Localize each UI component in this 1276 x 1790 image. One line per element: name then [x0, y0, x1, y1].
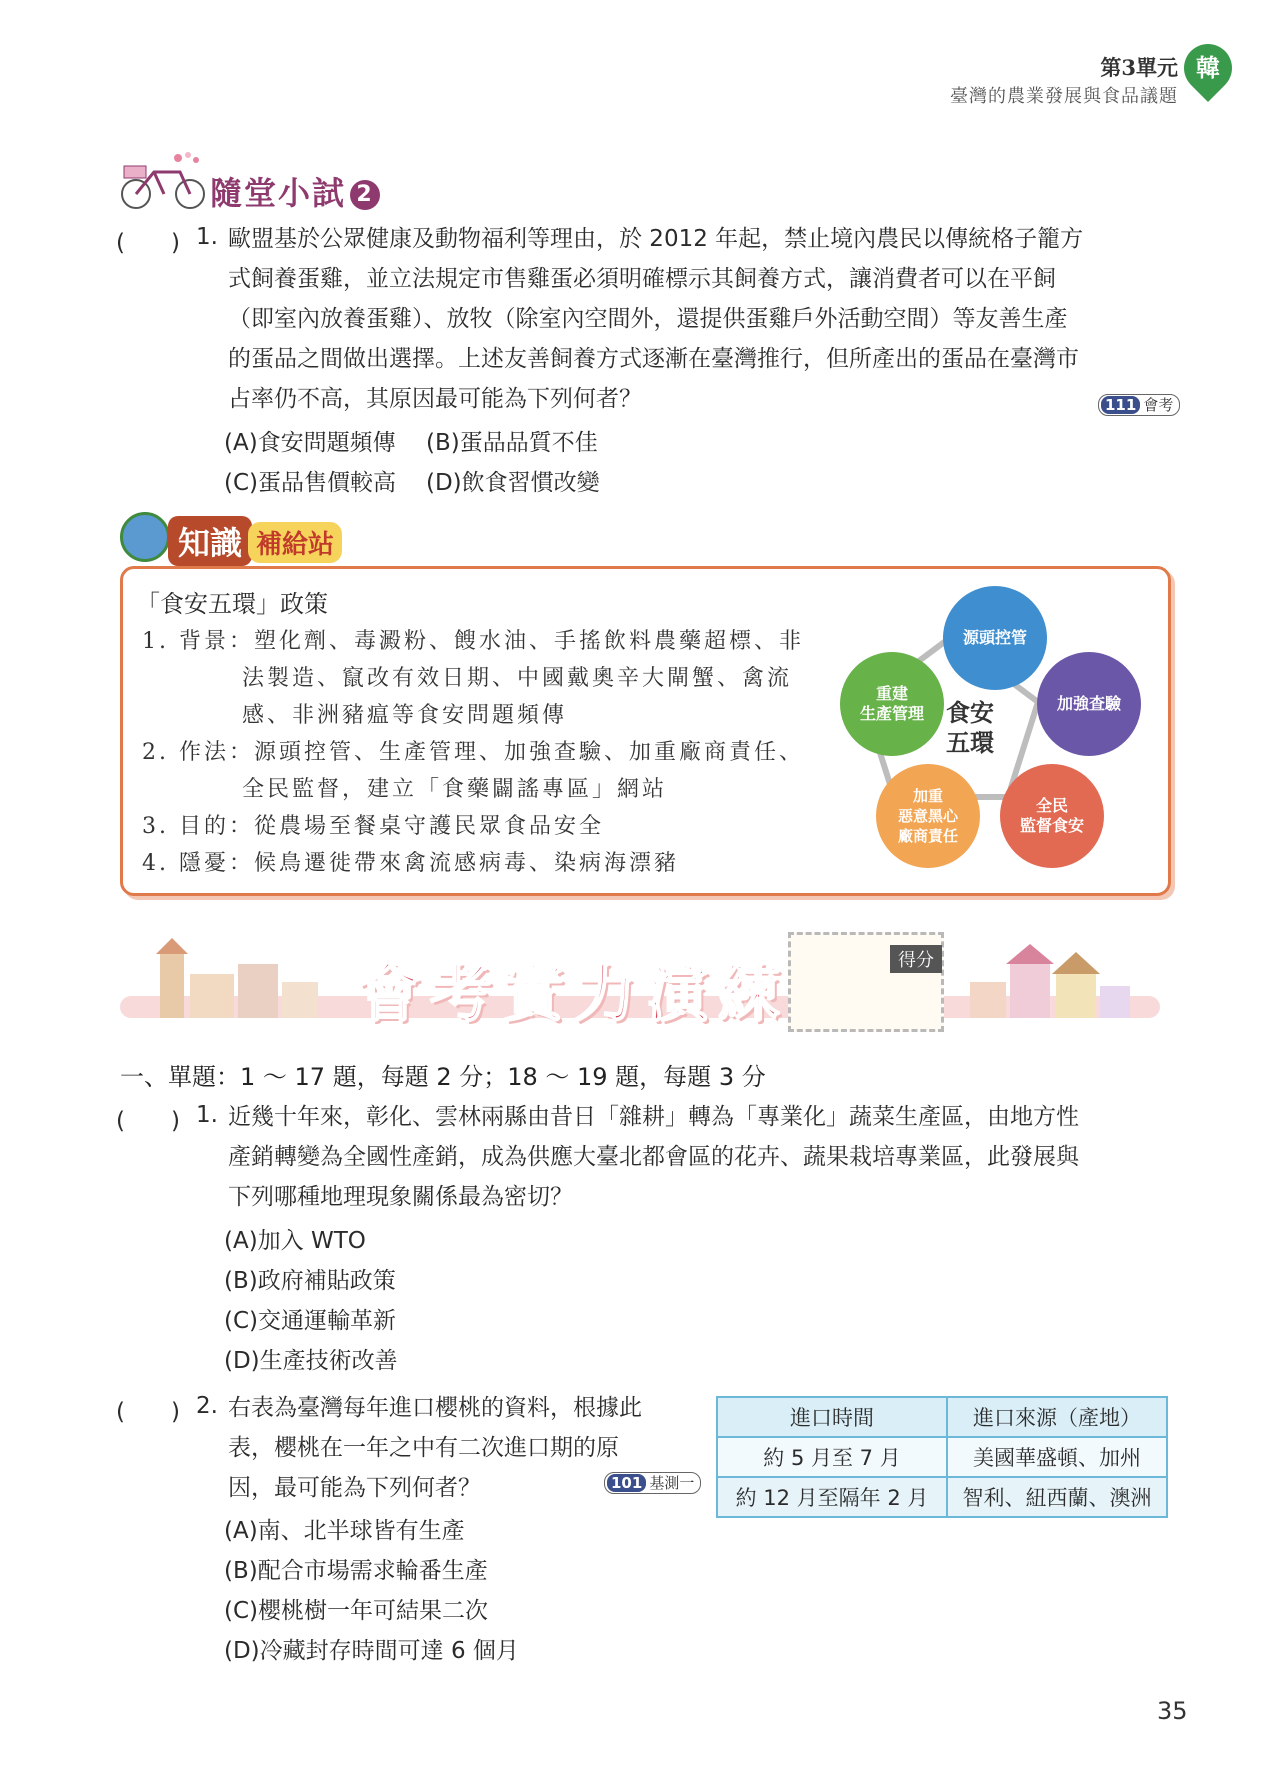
diagram-node-supervision: 全民 監督食安 — [1000, 764, 1104, 868]
page-number: 35 — [1157, 1697, 1188, 1725]
source-tag: 101 基測一 — [604, 1472, 701, 1493]
knowledge-line: 3. 目的：從農場至餐桌守護民眾食品安全 — [142, 814, 604, 839]
import-table — [716, 1396, 1168, 1518]
score-label: 得分 — [890, 945, 942, 973]
option-b: (B)配合市場需求輪番生產 — [224, 1558, 488, 1584]
table-header: 進口時間 — [717, 1397, 947, 1437]
option-a: (A)南、北半球皆有生產 — [224, 1518, 465, 1544]
option-a: (A)加入 WTO — [224, 1228, 366, 1254]
source-tag: 111 會考 — [1098, 394, 1180, 415]
quiz-number-badge: 2 — [350, 180, 380, 210]
diagram-node-inspection: 加強查驗 — [1037, 652, 1141, 756]
diagram-node-responsibility: 加重 惡意黑心 廠商責任 — [876, 764, 980, 868]
question-text: 右表為臺灣每年進口櫻桃的資料，根據此 表，櫻桃在一年之中有二次進口期的原 因，最可能為下列何者？ — [228, 1395, 642, 1501]
option-d: (D)冷藏封存時間可達 6 個月 — [224, 1638, 519, 1664]
question-text: 近幾十年來，彰化、雲林兩縣由昔日「雜耕」轉為「專業化」蔬菜生產區，由地方性 產銷轉變為全國性產銷，成為供應大臺北都會區的花卉、蔬果栽培專業區，此發展與 下列哪種地理現象關係最為密切？ — [228, 1104, 1079, 1210]
question-number: 1. — [196, 1102, 218, 1128]
knowledge-line: 全民監督，建立「食藥闢謠專區」網站 — [242, 777, 668, 802]
quiz-title: 隨堂小試 2 — [210, 168, 380, 214]
option-b: (B)蛋品品質不佳 — [426, 430, 598, 456]
table-row — [717, 1437, 1167, 1477]
knowledge-heading: 「食安五環」政策 — [136, 590, 328, 618]
knowledge-subtitle: 補給站 — [248, 522, 342, 563]
globe-icon — [120, 512, 170, 562]
knowledge-line: 2. 作法：源頭控管、生產管理、加強查驗、加重廠商責任、 — [142, 740, 804, 765]
diagram-node-production: 重建 生產管理 — [840, 652, 944, 756]
answer-paren: ( ) — [116, 1108, 180, 1134]
option-d: (D)生產技術改善 — [224, 1348, 398, 1374]
knowledge-line: 法製造、竄改有效日期、中國戴奧辛大閘蟹、禽流 — [242, 666, 793, 691]
unit-subtitle: 臺灣的農業發展與食品議題 — [950, 86, 1178, 107]
diagram-node-source: 源頭控管 — [943, 586, 1047, 690]
option-c: (C)櫻桃樹一年可結果二次 — [224, 1598, 489, 1624]
unit-title: 第3單元 — [1100, 55, 1178, 80]
quiz-question-text: 歐盟基於公眾健康及動物福利等理由，於 2012 年起，禁止境內農民以傳統格子籠方 式飼養蛋雞，並立法規定市售雞蛋必須明確標示其飼養方式，讓消費者可以在平飼 （即室內放養蛋雞）、放牧（除室內空間外，還提供蛋雞戶外活動空間）等友善生產 的蛋品之間做出選擇。上述友善飼養方式逐漸在臺灣推行，但所產出的蛋品在臺灣市 占率仍不高，其原因最可能為下列何者？ — [228, 226, 1084, 412]
option-a: (A)食安問題頻傳 — [224, 430, 396, 456]
knowledge-line: 1. 背景：塑化劑、毒澱粉、餿水油、手搖飲料農藥超標、非 — [142, 629, 804, 654]
banner-title: 會考實力演練 — [358, 957, 791, 1030]
option-c: (C)交通運輸革新 — [224, 1308, 397, 1334]
option-c: (C)蛋品售價較高 — [224, 470, 397, 496]
table-row — [717, 1477, 1167, 1517]
table-cell: 美國華盛頓、加州 — [947, 1437, 1167, 1477]
knowledge-line: 感、非洲豬瘟等食安問題頻傳 — [242, 703, 568, 728]
table-cell: 約 12 月至隔年 2 月 — [717, 1477, 947, 1517]
section-heading: 一、單題：1 ～ 17 題，每題 2 分；18 ～ 19 題，每題 3 分 — [120, 1063, 766, 1091]
bicycle-icon — [118, 150, 210, 212]
question-number: 1. — [196, 224, 218, 250]
answer-paren: ( ) — [116, 230, 180, 256]
knowledge-title: 知識 — [168, 516, 252, 566]
table-cell: 約 5 月至 7 月 — [717, 1437, 947, 1477]
option-d: (D)飲食習慣改變 — [426, 470, 600, 496]
table-cell: 智利、紐西蘭、澳洲 — [947, 1477, 1167, 1517]
unit-badge-icon: 韓 — [1174, 34, 1242, 102]
question-number: 2. — [196, 1393, 218, 1419]
option-b: (B)政府補貼政策 — [224, 1268, 396, 1294]
answer-paren: ( ) — [116, 1399, 180, 1425]
diagram-center-label: 食安 五環 — [946, 699, 994, 757]
table-header: 進口來源（產地） — [947, 1397, 1167, 1437]
knowledge-line: 4. 隱憂：候鳥遷徙帶來禽流感病毒、染病海漂豬 — [142, 851, 679, 876]
